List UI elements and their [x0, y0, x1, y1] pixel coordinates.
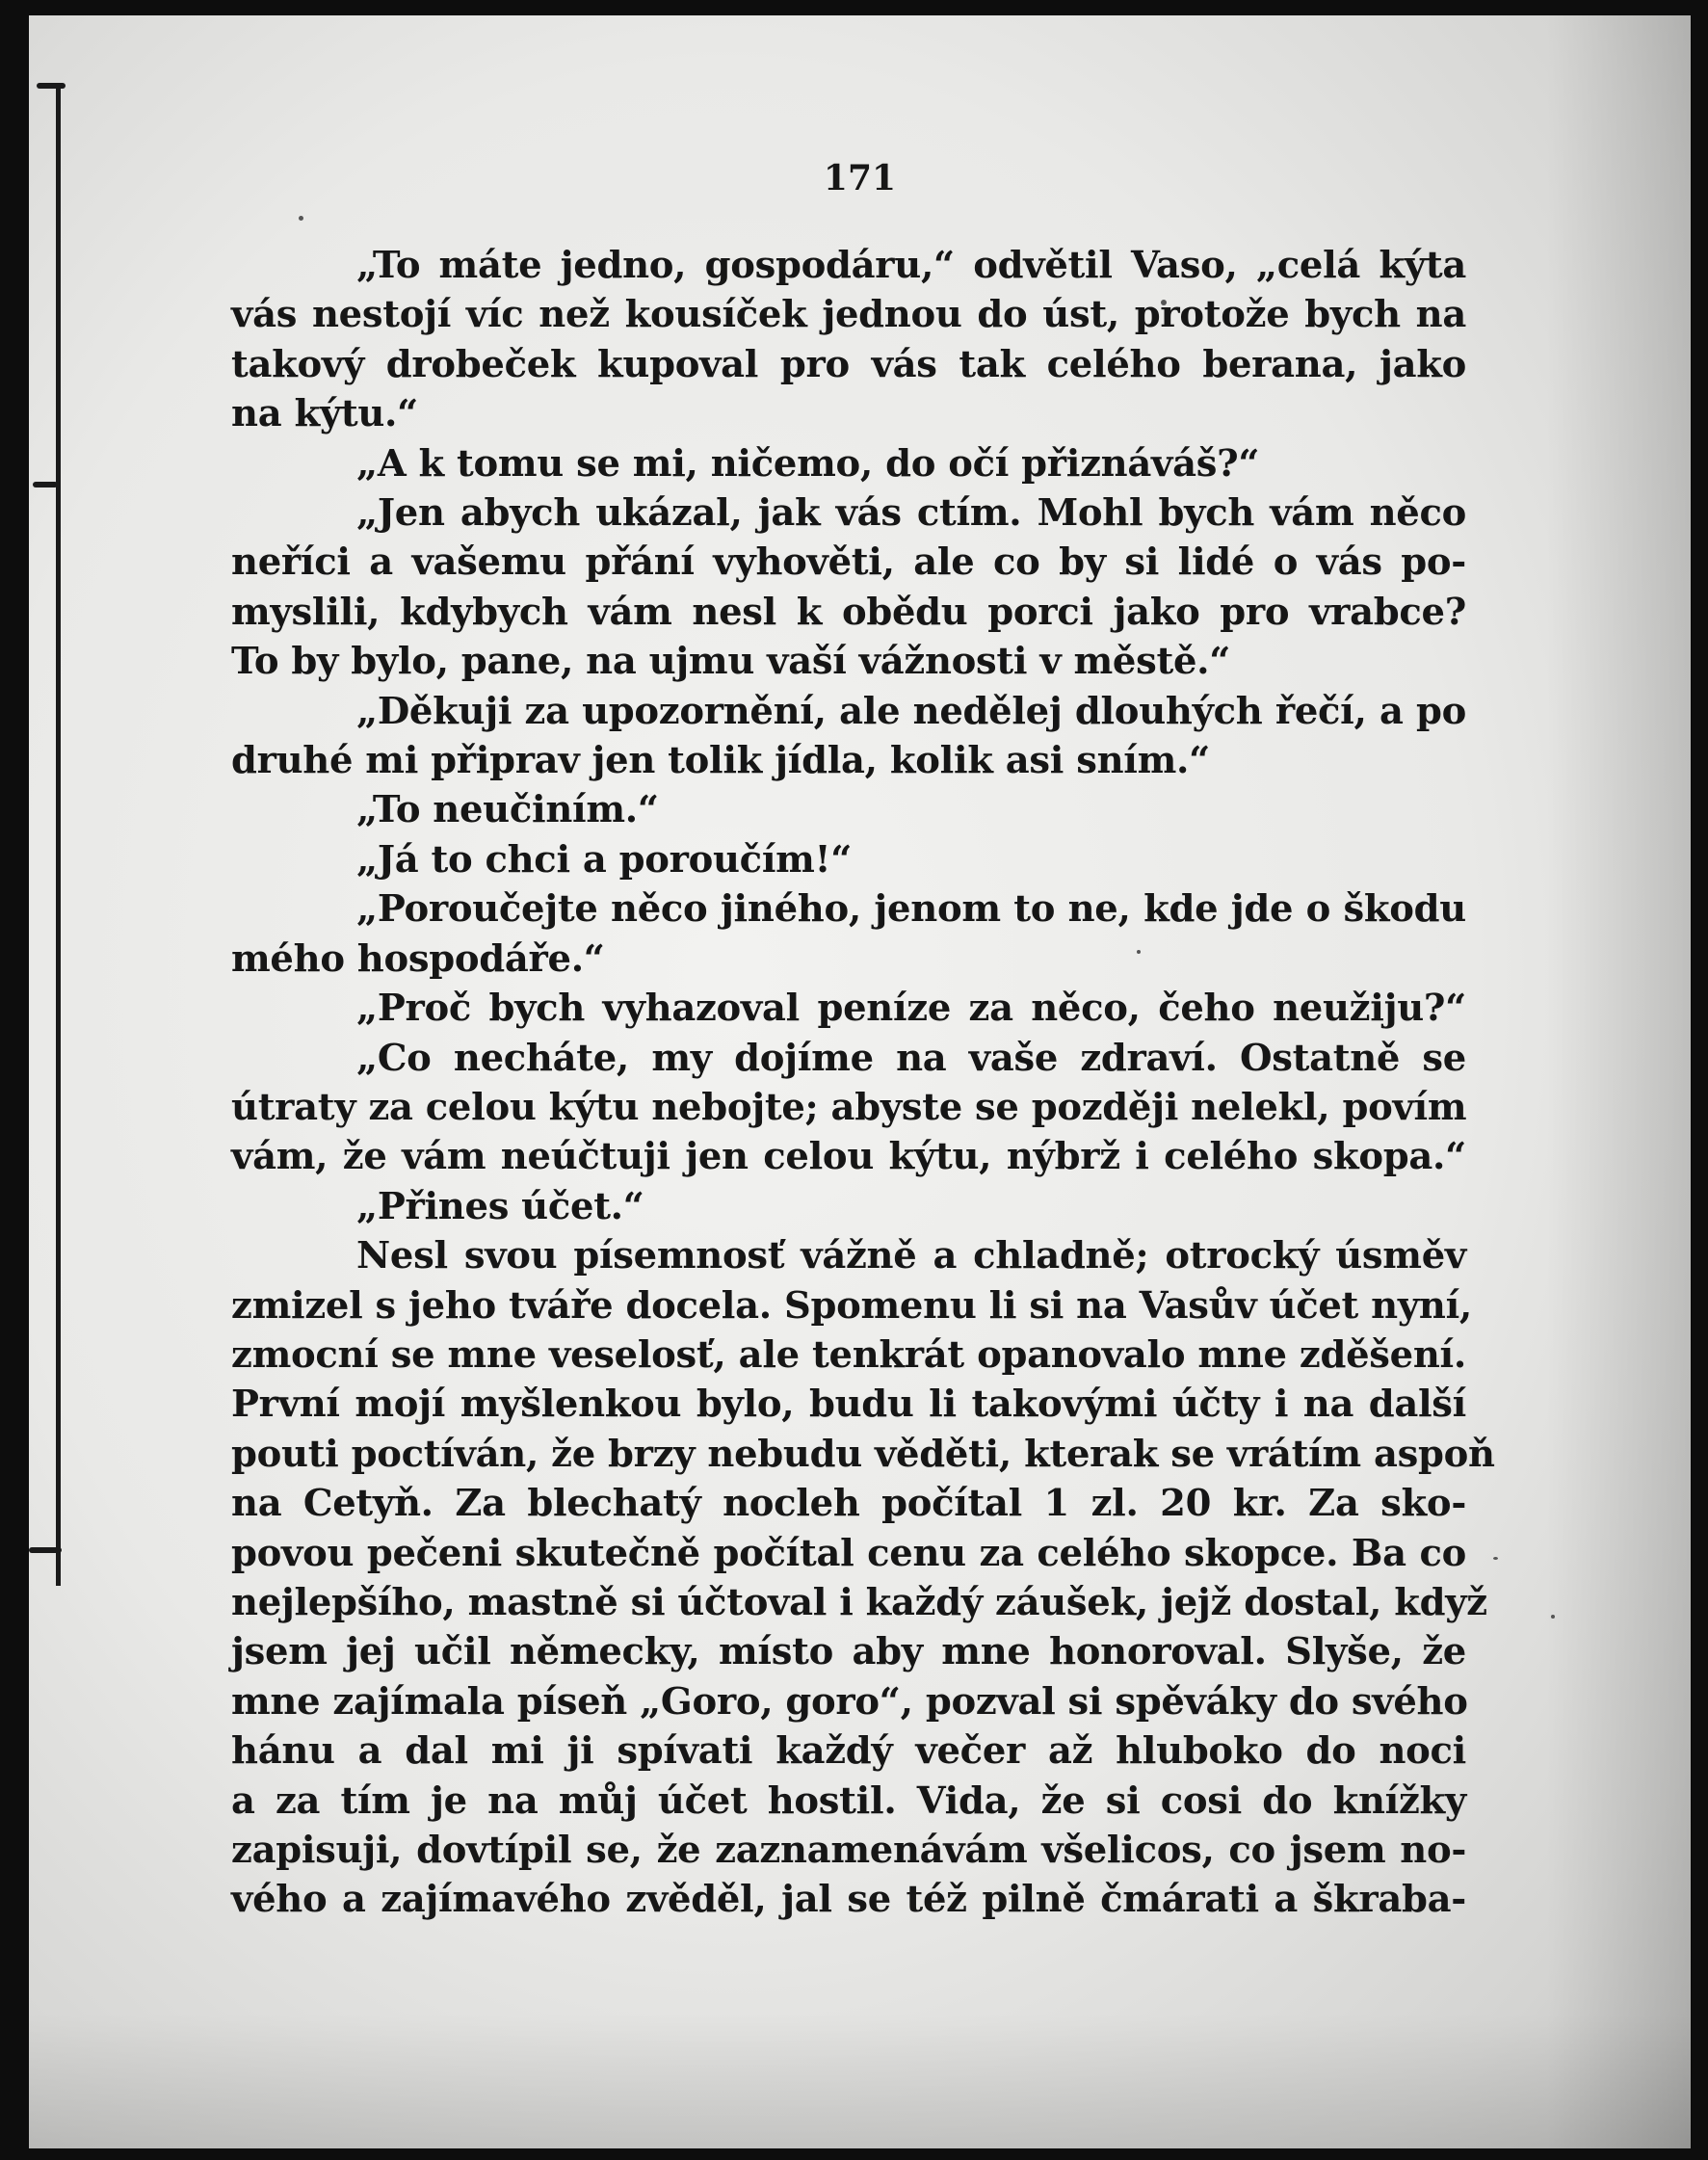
text-line: vám, že vám neúčtuji jen celou kýtu, nýbrž i celého skopa.“	[231, 1135, 1466, 1179]
paper-speck	[1493, 1557, 1498, 1560]
page-number: 171	[823, 158, 897, 198]
text-line: „Já to chci a poroučím!“	[356, 837, 853, 882]
text-line: jsem jej učil německy, místo aby mne honoroval. Slyše, že	[231, 1630, 1466, 1674]
text-line: „Poroučejte něco jiného, jenom to ne, kde jde o škodu	[356, 887, 1466, 932]
text-line: nejlepšího, mastně si účtoval i každý záušek, jejž dostal, když	[231, 1580, 1487, 1624]
text-line: povou pečeni skutečně počítal cenu za celého skopce. Ba co	[231, 1531, 1466, 1575]
text-line: „Jen abych ukázal, jak vás ctím. Mohl bych vám něco	[356, 491, 1466, 536]
page-edge-shadow-bottom	[29, 2014, 1691, 2148]
text-line: To by bylo, pane, na ujmu vaší vážnosti v městě.“	[231, 640, 1231, 684]
text-line: zapisuji, dovtípil se, že zaznamenávám všelicos, co jsem no-	[231, 1829, 1466, 1872]
text-line: „Co necháte, my dojíme na vaše zdraví. Ostatně se	[356, 1036, 1466, 1080]
text-line: vého a zajímavého zvěděl, jal se též pilně čmárati a škraba-	[231, 1878, 1466, 1922]
text-line: pouti poctíván, že brzy nebudu věděti, kterak se vrátím aspoň	[231, 1432, 1495, 1476]
text-line: První mojí myšlenkou bylo, budu li takovými účty i na další	[231, 1383, 1466, 1427]
text-line: Nesl svou písemnosť vážně a chladně; otrocký úsměv	[356, 1234, 1466, 1278]
body-text	[231, 241, 1495, 1925]
text-line: zmizel s jeho tváře docela. Spomenu li si na Vasův účet nyní,	[231, 1283, 1473, 1328]
binding-mark	[33, 482, 58, 487]
text-line: „Proč bych vyhazoval peníze za něco, čeho neužiju?“	[356, 987, 1466, 1031]
page-edge-shadow	[1546, 15, 1691, 2148]
binding-mark	[29, 1547, 62, 1553]
text-line: na kýtu.“	[231, 392, 419, 436]
text-line: „A k tomu se mi, ničemo, do očí přiznáváš?“	[356, 441, 1260, 486]
text-line: takový drobeček kupoval pro vás tak celého berana, jako	[231, 342, 1466, 386]
text-line: neříci a vašemu přání vyhověti, ale co by si lidé o vás po-	[231, 540, 1466, 585]
text-line: vás nestojí víc než kousíček jednou do úst, protože bych na	[231, 293, 1466, 337]
text-line: druhé mi připrav jen tolik jídla, kolik asi sním.“	[231, 739, 1210, 783]
text-line: „Děkuji za upozornění, ale nedělej dlouhých řečí, a po	[356, 689, 1466, 733]
book-page	[29, 15, 1691, 2148]
text-line: hánu a dal mi ji spívati každý večer až hluboko do noci	[231, 1729, 1466, 1774]
text-line: útraty za celou kýtu nebojte; abyste se později nelekl, povím	[231, 1085, 1467, 1129]
paper-speck	[299, 216, 303, 221]
text-line: „To neučiním.“	[356, 788, 659, 832]
binding-edge	[56, 83, 61, 1586]
text-line: „To máte jedno, gospodáru,“ odvětil Vaso, „celá kýta	[356, 244, 1466, 287]
text-line: „Přines účet.“	[356, 1184, 644, 1228]
text-line: zmocní se mne veselosť, ale tenkrát opanovalo mne zděšení.	[231, 1332, 1466, 1377]
binding-mark	[37, 83, 66, 89]
text-line: mého hospodáře.“	[231, 936, 605, 981]
paper-speck	[1551, 1615, 1555, 1619]
text-line: mne zajímala píseň „Goro, goro“, pozval si spěváky do svého	[231, 1679, 1468, 1724]
text-line: myslili, kdybych vám nesl k obědu porci jako pro vrabce?	[231, 590, 1466, 634]
text-line: a za tím je na můj účet hostil. Vida, že si cosi do knížky	[231, 1778, 1466, 1823]
text-line: na Cetyň. Za blechatý nocleh počítal 1 zl. 20 kr. Za sko-	[231, 1482, 1466, 1526]
